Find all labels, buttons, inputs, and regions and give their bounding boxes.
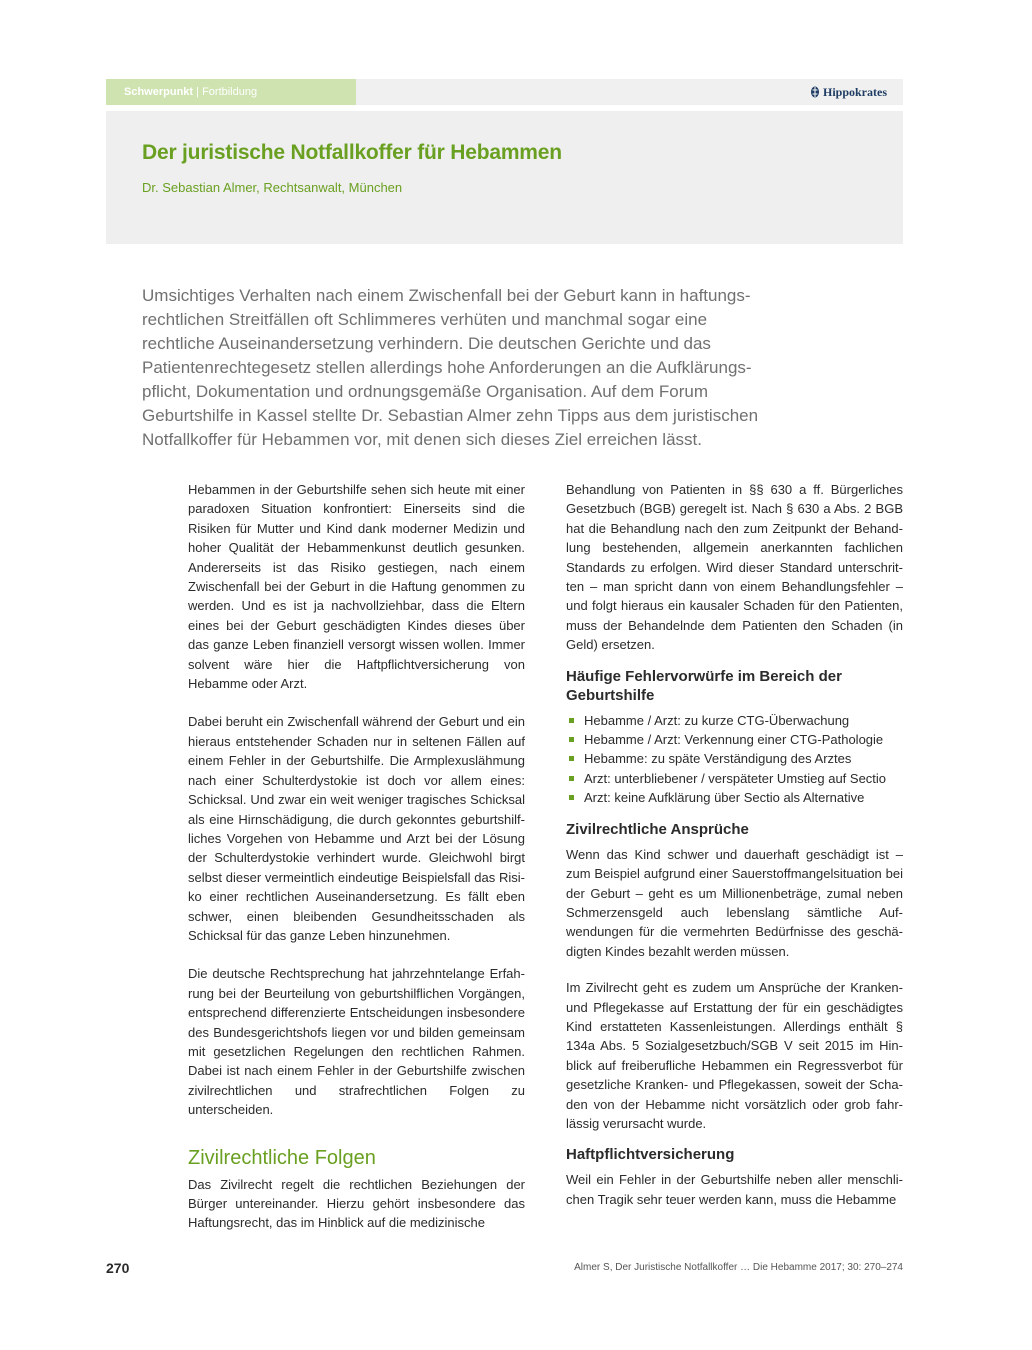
article-author: Dr. Sebastian Almer, Rechtsanwalt, München: [142, 180, 403, 195]
subsection-heading: Zivilrechtliche Ansprüche: [566, 820, 749, 838]
article-abstract: [142, 284, 782, 452]
body-paragraph: Weil ein Fehler in der Geburtshilfe neben aller menschlichen Tragik sehr teuer werden kann, muss die Hebamme: [566, 1172, 903, 1207]
section-label: Schwerpunkt: [124, 86, 194, 98]
list-item: Hebamme: zu späte Verständigung des Arztes: [566, 749, 903, 768]
body-paragraph: Wenn das Kind schwer und dauerhaft geschädigt ist – zum Beispiel aufgrund einer Sauerstoffmangelsituation bei der Geburt – geht es um Millionenbeträge, zumal neben Schmerzensgeld auch lebenslang sämtliche Aufwendungen für die vermehrten Bedürfnisse des geschädigten Kindes bezahlt werden müssen.: [566, 846, 903, 959]
section-separator: |: [196, 86, 199, 98]
page-number: 270: [106, 1260, 130, 1276]
abstract-line: pflicht, Dokumentation und ordnungsgemäße Organisation. Auf dem Forum: [142, 382, 709, 401]
list-item: Hebamme / Arzt: zu kurze CTG-Überwachung: [566, 711, 903, 730]
list-item: Arzt: unterbliebener / verspäteter Umstieg auf Sectio: [566, 769, 903, 788]
section-label-bar: [106, 79, 356, 105]
publisher-name: Hippokrates: [822, 85, 887, 99]
abstract-line: Notfallkoffer für Hebammen vor, mit denen sich dieses Ziel erreichen lässt.: [142, 430, 702, 449]
abstract-line: Umsichtiges Verhalten nach einem Zwischenfall bei der Geburt kann in haftungs-: [142, 286, 751, 305]
section-heading: Zivilrechtliche Folgen: [188, 1146, 376, 1169]
subsection-heading: Haftpflichtversicherung: [566, 1146, 735, 1164]
abstract-line: rechtliche Auseinandersetzung verhindern. Die deutschen Gerichte und das: [142, 334, 711, 353]
list-item: Arzt: keine Aufklärung über Sectio als Alternative: [566, 788, 903, 807]
body-paragraph: Behandlung von Patienten in §§ 630 a ff. Bürgerliches Gesetzbuch (BGB) geregelt ist. Nach § 630 a Abs. 2 BGB hat die Behandlung nach den zum Zeitpunkt der Behandlung bestehenden, allgemein anerkannten fachlichen Standards zu erfolgen. Wird dieser Standard unterschritten – man spricht dann von einem Behandlungsfehler – und folgt hieraus ein kausaler Schaden für den Patienten, muss der Behandelnde dem Patienten den Schaden (in Geld) ersetzen.: [566, 482, 903, 653]
abstract-line: Geburtshilfe in Kassel stellte Dr. Sebastian Almer zehn Tipps aus dem juristischen: [142, 406, 759, 425]
left-column: [188, 480, 525, 1233]
publisher-bar: [356, 79, 903, 105]
category-label: Fortbildung: [202, 86, 258, 98]
article-title: Der juristische Notfallkoffer für Hebammen: [142, 141, 562, 164]
title-box: [106, 111, 903, 244]
body-paragraph: Hebammen in der Geburtshilfe sehen sich heute mit einer paradoxen Situation konfrontiert: Einerseits sind die Risiken für Mutter und Kind dank moderner Medizin und hoher Qualität der Hebammenkunst deutlich gesunken. Andererseits ist das Risiko gestiegen, nach einem Zwischenfall bei der Geburt in die Haftung genommen zu werden. Und es ist ja nachvollziehbar, dass die Eltern eines bei der Geburt geschädigten Kindes dieses über das ganze Leben finanziell versorgt wissen wollen. Immer solvent wäre hier die Haftpflichtversicherung von Hebamme oder Arzt.: [188, 482, 525, 692]
hippokrates-logo-icon: [810, 86, 820, 98]
right-column: [566, 480, 903, 1209]
body-paragraph: Dabei beruht ein Zwischenfall während der Geburt und ein hieraus entstehender Schaden nur in seltenen Fällen auf einem Fehler in der Geburtshilfe. Die Armplexuslähmung nach einer Schulterdystokie ist doch vor allem eines: Schicksal. Und zwar ein weit weniger tragisches Schicksal als eine Hirnschädigung, die durch gekonntes geburtshilfliches Vorgehen von Hebamme und Arzt bei der Lösung der Schulterdystokie verhindert wurde. Gleichwohl birgt selbst dieser vermeintlich eindeutige Beispielsfall das Risiko einer rechtlichen Auseinandersetzung. Es fällt eben schwer, einen bleibenden Gesundheitsschaden als Schicksal für das ganze Leben hinzunehmen.: [188, 714, 525, 943]
body-paragraph: Das Zivilrecht regelt die rechtlichen Beziehungen der Bürger untereinander. Hierzu gehört insbesondere das Haftungsrecht, das im Hinblick auf die medizinische: [188, 1176, 525, 1231]
abstract-line: Patientenrechtegesetz stellen allerdings hohe Anforderungen an die Aufklärungs-: [142, 358, 752, 377]
body-paragraph: Im Zivilrecht geht es zudem um Ansprüche der Kranken- und Pflegekasse auf Erstattung der für ein geschädigtes Kind erstatteten Kassenleistungen. Allerdings enthält § 134a Abs. 5 Sozialgesetzbuch/SGB V seit 2015 im Hinblick auf freiberufliche Hebammen ein Regressverbot für gesetzliche Kranken- und Pflegekassen, soweit der Schaden von der Hebamme nicht vorsätzlich oder grob fahrlässig verursacht wurde.: [566, 980, 903, 1131]
subsection-heading: Häufige Fehlervorwürfe im Bereich der Geburtshilfe: [566, 667, 842, 704]
body-paragraph: Die deutsche Rechtsprechung hat jahrzehntelange Erfahrung bei der Beurteilung von geburtshilflichen Vorgängen, entsprechend differenzierte Entscheidungen insbesondere des Bundesgerichtshofs liegen vor und bilden gemeinsam mit gesetzlichen Regelungen den rechtlichen Rahmen. Dabei ist nach einem Fehler in der Geburtshilfe zwischen zivilrechtlichen und strafrechtlichen Folgen zu unterscheiden.: [188, 966, 525, 1118]
abstract-line: rechtlichen Streitfällen oft Schlimmeres verhüten und manchmal sogar eine: [142, 310, 708, 329]
citation-footer: Almer S, Der Juristische Notfallkoffer … Die Hebamme 2017; 30: 270–274: [574, 1262, 903, 1273]
bullet-list: [566, 711, 903, 808]
list-item: Hebamme / Arzt: Verkennung einer CTG-Pathologie: [566, 730, 903, 749]
